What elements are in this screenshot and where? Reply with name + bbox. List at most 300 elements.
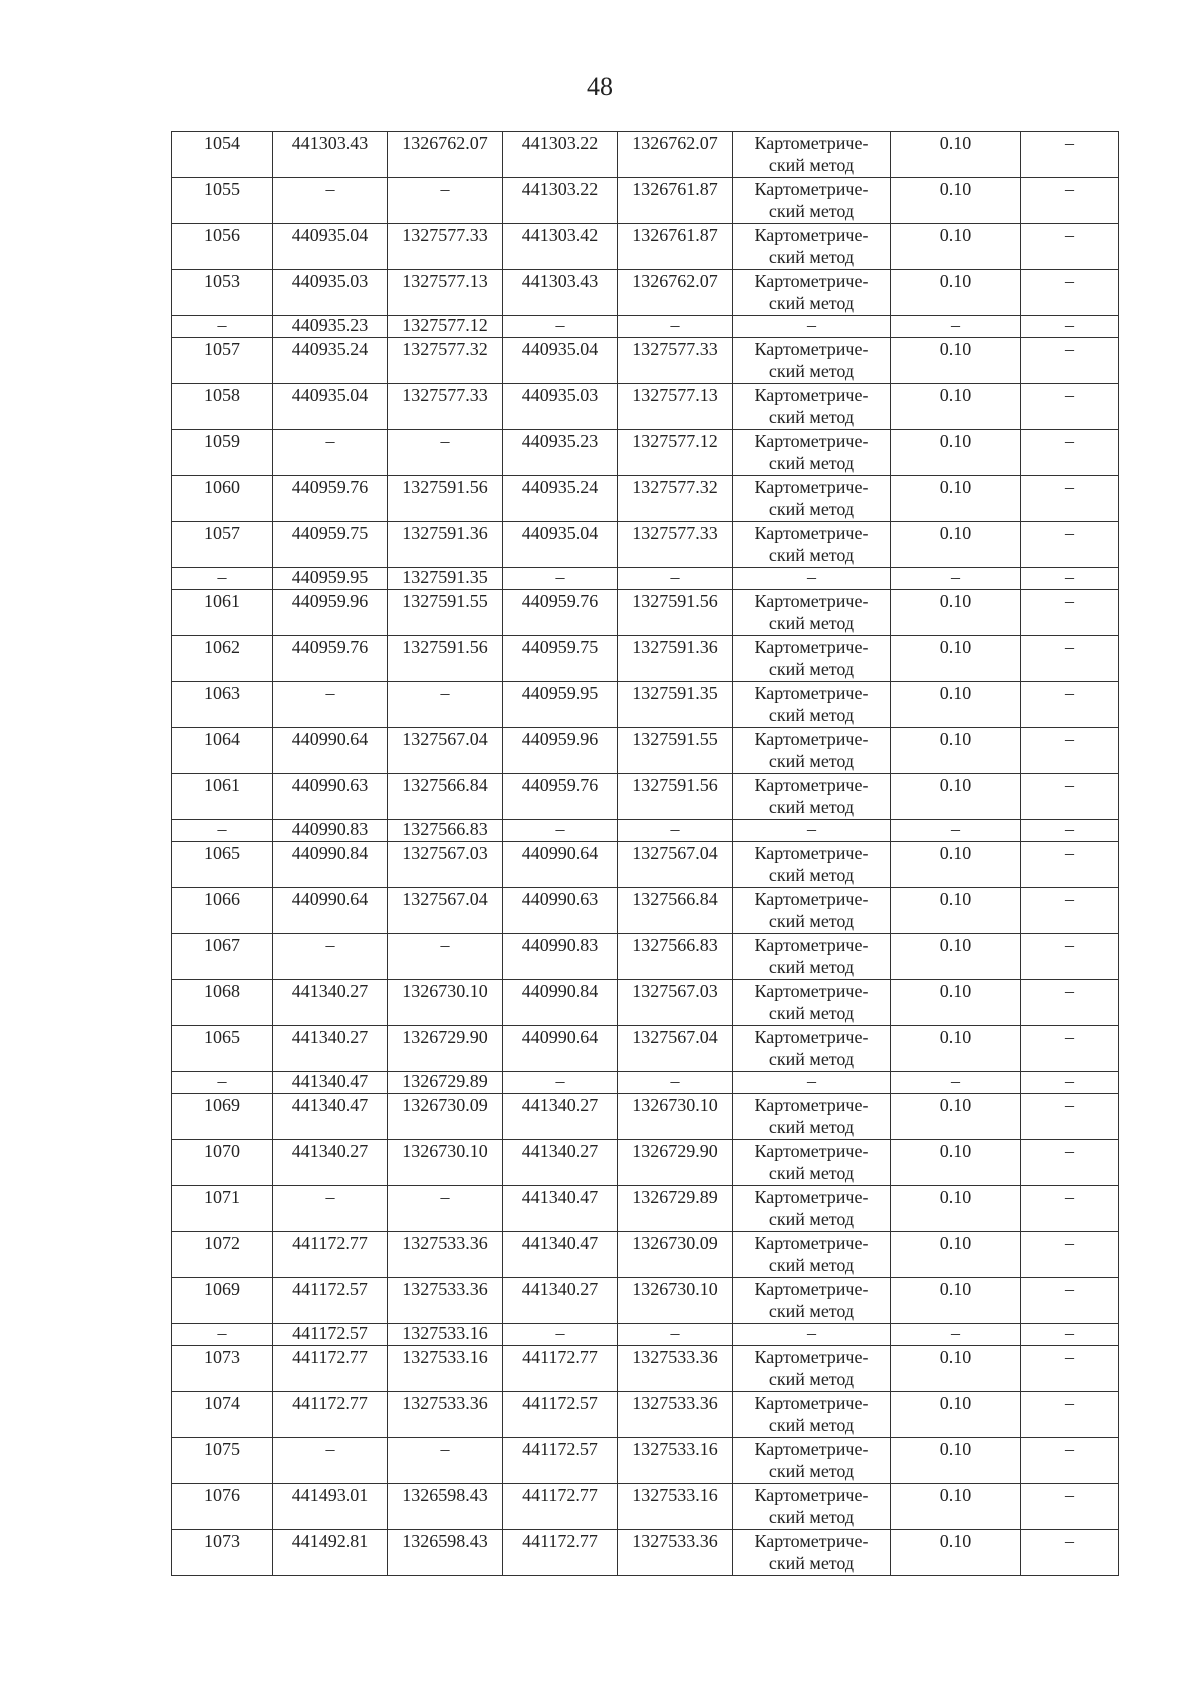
method-cell bbox=[733, 842, 891, 888]
method-line: Картометриче- bbox=[754, 133, 869, 153]
accuracy-cell: 0.10 bbox=[891, 1346, 1021, 1392]
y-prev-coord-cell: 1326730.10 bbox=[618, 1094, 733, 1140]
y-coord-cell: 1327577.12 bbox=[388, 316, 503, 338]
table-row bbox=[172, 1438, 1119, 1484]
accuracy-cell: – bbox=[891, 1324, 1021, 1346]
method-cell bbox=[733, 590, 891, 636]
x-coord-cell: 440959.76 bbox=[273, 636, 388, 682]
method-line: Картометриче- bbox=[754, 1485, 869, 1505]
method-line: ский метод bbox=[768, 155, 855, 175]
x-coord-cell: 440959.95 bbox=[273, 568, 388, 590]
table-row bbox=[172, 224, 1119, 270]
method-cell bbox=[733, 1530, 891, 1576]
x-coord-cell: 441172.77 bbox=[273, 1232, 388, 1278]
x-prev-coord-cell: 440990.63 bbox=[503, 888, 618, 934]
x-coord-cell: 441172.57 bbox=[273, 1324, 388, 1346]
method-cell bbox=[733, 178, 891, 224]
point-number-cell: 1067 bbox=[172, 934, 273, 980]
note-cell: – bbox=[1021, 1232, 1119, 1278]
method-line: Картометриче- bbox=[754, 1233, 869, 1253]
table-row bbox=[172, 1094, 1119, 1140]
x-prev-coord-cell: 441303.42 bbox=[503, 224, 618, 270]
note-cell: – bbox=[1021, 316, 1119, 338]
y-prev-coord-cell: 1326762.07 bbox=[618, 270, 733, 316]
table-row bbox=[172, 888, 1119, 934]
point-number-cell: – bbox=[172, 820, 273, 842]
table-row bbox=[172, 1530, 1119, 1576]
method-line: ский метод bbox=[768, 1163, 855, 1183]
table-row bbox=[172, 934, 1119, 980]
point-number-cell: 1064 bbox=[172, 728, 273, 774]
note-cell: – bbox=[1021, 476, 1119, 522]
x-prev-coord-cell: 440935.04 bbox=[503, 338, 618, 384]
x-coord-cell: 441340.27 bbox=[273, 980, 388, 1026]
y-coord-cell: 1327567.04 bbox=[388, 728, 503, 774]
point-number-cell: 1076 bbox=[172, 1484, 273, 1530]
method-line: Картометриче- bbox=[754, 981, 869, 1001]
note-cell: – bbox=[1021, 774, 1119, 820]
y-coord-cell: 1326762.07 bbox=[388, 132, 503, 178]
x-coord-cell: 441172.57 bbox=[273, 1278, 388, 1324]
method-line: ский метод bbox=[768, 293, 855, 313]
y-coord-cell: 1327533.36 bbox=[388, 1232, 503, 1278]
note-cell: – bbox=[1021, 1186, 1119, 1232]
method-line: ский метод bbox=[768, 407, 855, 427]
y-prev-coord-cell: 1327533.36 bbox=[618, 1346, 733, 1392]
x-prev-coord-cell: 440990.64 bbox=[503, 1026, 618, 1072]
point-number-cell: 1073 bbox=[172, 1346, 273, 1392]
table-row bbox=[172, 980, 1119, 1026]
point-number-cell: 1061 bbox=[172, 774, 273, 820]
x-prev-coord-cell: 440935.23 bbox=[503, 430, 618, 476]
y-prev-coord-cell: 1327577.33 bbox=[618, 522, 733, 568]
table-row bbox=[172, 430, 1119, 476]
point-number-cell: 1059 bbox=[172, 430, 273, 476]
method-cell bbox=[733, 1094, 891, 1140]
table-row bbox=[172, 1346, 1119, 1392]
accuracy-cell: 0.10 bbox=[891, 522, 1021, 568]
method-line: Картометриче- bbox=[754, 179, 869, 199]
table-row bbox=[172, 270, 1119, 316]
accuracy-cell: – bbox=[891, 316, 1021, 338]
accuracy-cell: 0.10 bbox=[891, 1484, 1021, 1530]
y-prev-coord-cell: 1327566.84 bbox=[618, 888, 733, 934]
x-coord-cell: – bbox=[273, 178, 388, 224]
note-cell: – bbox=[1021, 270, 1119, 316]
x-coord-cell: 440959.75 bbox=[273, 522, 388, 568]
point-number-cell: – bbox=[172, 568, 273, 590]
method-cell: – bbox=[733, 1324, 891, 1346]
method-line: ский метод bbox=[768, 1415, 855, 1435]
method-line: Картометриче- bbox=[754, 889, 869, 909]
point-number-cell: 1069 bbox=[172, 1094, 273, 1140]
point-number-cell: – bbox=[172, 316, 273, 338]
y-prev-coord-cell: – bbox=[618, 1072, 733, 1094]
x-prev-coord-cell: 441172.57 bbox=[503, 1392, 618, 1438]
method-line: ский метод bbox=[768, 1461, 855, 1481]
method-line: Картометриче- bbox=[754, 1027, 869, 1047]
x-prev-coord-cell: 441340.27 bbox=[503, 1278, 618, 1324]
y-coord-cell: 1326729.90 bbox=[388, 1026, 503, 1072]
point-number-cell: 1068 bbox=[172, 980, 273, 1026]
method-line: Картометриче- bbox=[754, 1439, 869, 1459]
table-row bbox=[172, 1186, 1119, 1232]
y-prev-coord-cell: 1327591.56 bbox=[618, 774, 733, 820]
y-coord-cell: – bbox=[388, 682, 503, 728]
y-prev-coord-cell: 1327533.36 bbox=[618, 1392, 733, 1438]
point-number-cell: 1060 bbox=[172, 476, 273, 522]
note-cell: – bbox=[1021, 1530, 1119, 1576]
method-line: ский метод bbox=[768, 865, 855, 885]
y-coord-cell: 1327577.13 bbox=[388, 270, 503, 316]
x-prev-coord-cell: – bbox=[503, 1072, 618, 1094]
method-line: Картометриче- bbox=[754, 683, 869, 703]
method-cell bbox=[733, 1438, 891, 1484]
method-line: ский метод bbox=[768, 797, 855, 817]
x-coord-cell: – bbox=[273, 1186, 388, 1232]
coordinates-table bbox=[171, 131, 1119, 1576]
x-prev-coord-cell: 440935.04 bbox=[503, 522, 618, 568]
method-line: ский метод bbox=[768, 1049, 855, 1069]
method-line: ский метод bbox=[768, 1507, 855, 1527]
note-cell: – bbox=[1021, 842, 1119, 888]
table-row bbox=[172, 178, 1119, 224]
y-coord-cell: – bbox=[388, 1186, 503, 1232]
table-row bbox=[172, 1232, 1119, 1278]
accuracy-cell: 0.10 bbox=[891, 1140, 1021, 1186]
y-coord-cell: 1327591.56 bbox=[388, 476, 503, 522]
note-cell: – bbox=[1021, 1392, 1119, 1438]
y-coord-cell: 1327591.55 bbox=[388, 590, 503, 636]
point-number-cell: 1062 bbox=[172, 636, 273, 682]
method-line: ский метод bbox=[768, 705, 855, 725]
method-line: Картометриче- bbox=[754, 729, 869, 749]
x-prev-coord-cell: 441303.22 bbox=[503, 178, 618, 224]
y-coord-cell: 1327533.36 bbox=[388, 1278, 503, 1324]
method-cell bbox=[733, 1484, 891, 1530]
point-number-cell: 1065 bbox=[172, 842, 273, 888]
method-line: Картометриче- bbox=[754, 523, 869, 543]
y-coord-cell: – bbox=[388, 178, 503, 224]
method-line: Картометриче- bbox=[754, 477, 869, 497]
method-line: Картометриче- bbox=[754, 591, 869, 611]
method-line: Картометриче- bbox=[754, 1095, 869, 1115]
point-number-cell: 1071 bbox=[172, 1186, 273, 1232]
method-line: Картометриче- bbox=[754, 775, 869, 795]
table-row bbox=[172, 1484, 1119, 1530]
accuracy-cell: 0.10 bbox=[891, 934, 1021, 980]
y-coord-cell: 1326730.10 bbox=[388, 1140, 503, 1186]
method-line: ский метод bbox=[768, 1209, 855, 1229]
x-prev-coord-cell: 441340.47 bbox=[503, 1186, 618, 1232]
y-prev-coord-cell: 1326762.07 bbox=[618, 132, 733, 178]
method-cell bbox=[733, 132, 891, 178]
y-coord-cell: 1326730.09 bbox=[388, 1094, 503, 1140]
method-cell bbox=[733, 980, 891, 1026]
method-line: ский метод bbox=[768, 1117, 855, 1137]
accuracy-cell: 0.10 bbox=[891, 1094, 1021, 1140]
method-line: Картометриче- bbox=[754, 1347, 869, 1367]
accuracy-cell: 0.10 bbox=[891, 1186, 1021, 1232]
accuracy-cell: 0.10 bbox=[891, 1278, 1021, 1324]
point-number-cell: 1054 bbox=[172, 132, 273, 178]
y-coord-cell: 1327566.84 bbox=[388, 774, 503, 820]
point-number-cell: 1057 bbox=[172, 338, 273, 384]
method-line: Картометриче- bbox=[754, 271, 869, 291]
note-cell: – bbox=[1021, 636, 1119, 682]
x-prev-coord-cell: 440959.76 bbox=[503, 774, 618, 820]
note-cell: – bbox=[1021, 338, 1119, 384]
point-number-cell: 1075 bbox=[172, 1438, 273, 1484]
x-prev-coord-cell: 441303.22 bbox=[503, 132, 618, 178]
table-row bbox=[172, 316, 1119, 338]
method-line: ский метод bbox=[768, 453, 855, 473]
method-cell bbox=[733, 476, 891, 522]
accuracy-cell: 0.10 bbox=[891, 430, 1021, 476]
method-cell bbox=[733, 636, 891, 682]
accuracy-cell: 0.10 bbox=[891, 590, 1021, 636]
point-number-cell: 1058 bbox=[172, 384, 273, 430]
point-number-cell: 1070 bbox=[172, 1140, 273, 1186]
method-cell bbox=[733, 270, 891, 316]
y-prev-coord-cell: 1327533.16 bbox=[618, 1438, 733, 1484]
point-number-cell: 1055 bbox=[172, 178, 273, 224]
table-row bbox=[172, 1392, 1119, 1438]
y-prev-coord-cell: 1327566.83 bbox=[618, 934, 733, 980]
method-line: ский метод bbox=[768, 361, 855, 381]
note-cell: – bbox=[1021, 682, 1119, 728]
x-prev-coord-cell: 441172.57 bbox=[503, 1438, 618, 1484]
y-coord-cell: 1326598.43 bbox=[388, 1484, 503, 1530]
point-number-cell: 1053 bbox=[172, 270, 273, 316]
x-coord-cell: 440935.04 bbox=[273, 224, 388, 270]
y-coord-cell: 1327533.16 bbox=[388, 1324, 503, 1346]
x-coord-cell: 441303.43 bbox=[273, 132, 388, 178]
note-cell: – bbox=[1021, 590, 1119, 636]
note-cell: – bbox=[1021, 1324, 1119, 1346]
x-prev-coord-cell: 440959.75 bbox=[503, 636, 618, 682]
note-cell: – bbox=[1021, 888, 1119, 934]
table-row bbox=[172, 476, 1119, 522]
method-line: Картометриче- bbox=[754, 843, 869, 863]
method-line: ский метод bbox=[768, 751, 855, 771]
y-coord-cell: 1327567.04 bbox=[388, 888, 503, 934]
accuracy-cell: 0.10 bbox=[891, 338, 1021, 384]
x-coord-cell: 440935.24 bbox=[273, 338, 388, 384]
method-line: Картометриче- bbox=[754, 1279, 869, 1299]
point-number-cell: 1066 bbox=[172, 888, 273, 934]
method-line: Картометриче- bbox=[754, 1187, 869, 1207]
method-line: ский метод bbox=[768, 659, 855, 679]
y-coord-cell: 1326598.43 bbox=[388, 1530, 503, 1576]
method-line: Картометриче- bbox=[754, 1141, 869, 1161]
x-coord-cell: 440990.64 bbox=[273, 888, 388, 934]
y-prev-coord-cell: 1327577.12 bbox=[618, 430, 733, 476]
x-prev-coord-cell: 440959.96 bbox=[503, 728, 618, 774]
y-coord-cell: – bbox=[388, 1438, 503, 1484]
x-prev-coord-cell: 440990.84 bbox=[503, 980, 618, 1026]
accuracy-cell: 0.10 bbox=[891, 384, 1021, 430]
x-coord-cell: 440935.03 bbox=[273, 270, 388, 316]
point-number-cell: 1063 bbox=[172, 682, 273, 728]
point-number-cell: 1072 bbox=[172, 1232, 273, 1278]
table-row bbox=[172, 522, 1119, 568]
table-row bbox=[172, 384, 1119, 430]
accuracy-cell: 0.10 bbox=[891, 1530, 1021, 1576]
accuracy-cell: 0.10 bbox=[891, 476, 1021, 522]
point-number-cell: 1065 bbox=[172, 1026, 273, 1072]
method-line: ский метод bbox=[768, 201, 855, 221]
point-number-cell: 1056 bbox=[172, 224, 273, 270]
accuracy-cell: 0.10 bbox=[891, 178, 1021, 224]
point-number-cell: 1069 bbox=[172, 1278, 273, 1324]
x-coord-cell: 441340.27 bbox=[273, 1026, 388, 1072]
accuracy-cell: 0.10 bbox=[891, 270, 1021, 316]
y-coord-cell: 1326730.10 bbox=[388, 980, 503, 1026]
x-coord-cell: 440990.83 bbox=[273, 820, 388, 842]
table-row bbox=[172, 820, 1119, 842]
method-line: Картометриче- bbox=[754, 1531, 869, 1551]
x-coord-cell: – bbox=[273, 934, 388, 980]
y-prev-coord-cell: 1326729.89 bbox=[618, 1186, 733, 1232]
y-prev-coord-cell: – bbox=[618, 1324, 733, 1346]
y-coord-cell: 1327533.36 bbox=[388, 1392, 503, 1438]
note-cell: – bbox=[1021, 1026, 1119, 1072]
y-coord-cell: 1327566.83 bbox=[388, 820, 503, 842]
method-cell bbox=[733, 1232, 891, 1278]
y-prev-coord-cell: 1327567.03 bbox=[618, 980, 733, 1026]
x-prev-coord-cell: 440959.95 bbox=[503, 682, 618, 728]
point-number-cell: 1073 bbox=[172, 1530, 273, 1576]
method-line: Картометриче- bbox=[754, 935, 869, 955]
point-number-cell: – bbox=[172, 1072, 273, 1094]
method-line: Картометриче- bbox=[754, 225, 869, 245]
x-prev-coord-cell: 441340.27 bbox=[503, 1094, 618, 1140]
accuracy-cell: 0.10 bbox=[891, 1438, 1021, 1484]
y-prev-coord-cell: 1326761.87 bbox=[618, 224, 733, 270]
accuracy-cell: 0.10 bbox=[891, 1232, 1021, 1278]
x-coord-cell: 441340.27 bbox=[273, 1140, 388, 1186]
point-number-cell: – bbox=[172, 1324, 273, 1346]
x-coord-cell: 440990.63 bbox=[273, 774, 388, 820]
x-coord-cell: 440935.04 bbox=[273, 384, 388, 430]
note-cell: – bbox=[1021, 1484, 1119, 1530]
y-coord-cell: – bbox=[388, 430, 503, 476]
method-line: ский метод bbox=[768, 613, 855, 633]
x-prev-coord-cell: 441172.77 bbox=[503, 1484, 618, 1530]
accuracy-cell: – bbox=[891, 568, 1021, 590]
method-line: ский метод bbox=[768, 1003, 855, 1023]
y-prev-coord-cell: 1327533.36 bbox=[618, 1530, 733, 1576]
accuracy-cell: 0.10 bbox=[891, 224, 1021, 270]
x-prev-coord-cell: 441172.77 bbox=[503, 1346, 618, 1392]
x-prev-coord-cell: 441172.77 bbox=[503, 1530, 618, 1576]
method-cell bbox=[733, 338, 891, 384]
y-coord-cell: 1327577.32 bbox=[388, 338, 503, 384]
note-cell: – bbox=[1021, 1140, 1119, 1186]
x-coord-cell: – bbox=[273, 1438, 388, 1484]
x-coord-cell: – bbox=[273, 682, 388, 728]
x-prev-coord-cell: 440935.24 bbox=[503, 476, 618, 522]
table-row bbox=[172, 1026, 1119, 1072]
method-line: ский метод bbox=[768, 1369, 855, 1389]
y-prev-coord-cell: 1326730.09 bbox=[618, 1232, 733, 1278]
method-cell bbox=[733, 1186, 891, 1232]
table-row bbox=[172, 1140, 1119, 1186]
y-prev-coord-cell: 1326761.87 bbox=[618, 178, 733, 224]
point-number-cell: 1057 bbox=[172, 522, 273, 568]
note-cell: – bbox=[1021, 980, 1119, 1026]
x-coord-cell: 441340.47 bbox=[273, 1094, 388, 1140]
y-prev-coord-cell: 1327591.56 bbox=[618, 590, 733, 636]
x-prev-coord-cell: 440959.76 bbox=[503, 590, 618, 636]
note-cell: – bbox=[1021, 1072, 1119, 1094]
x-prev-coord-cell: – bbox=[503, 316, 618, 338]
note-cell: – bbox=[1021, 728, 1119, 774]
method-cell: – bbox=[733, 316, 891, 338]
method-cell bbox=[733, 224, 891, 270]
accuracy-cell: 0.10 bbox=[891, 636, 1021, 682]
table-row bbox=[172, 568, 1119, 590]
table-row bbox=[172, 132, 1119, 178]
method-line: ский метод bbox=[768, 247, 855, 267]
method-cell bbox=[733, 430, 891, 476]
note-cell: – bbox=[1021, 132, 1119, 178]
note-cell: – bbox=[1021, 430, 1119, 476]
table-body bbox=[172, 132, 1119, 1576]
y-prev-coord-cell: 1327567.04 bbox=[618, 1026, 733, 1072]
y-coord-cell: – bbox=[388, 934, 503, 980]
method-line: ский метод bbox=[768, 911, 855, 931]
method-cell: – bbox=[733, 1072, 891, 1094]
y-prev-coord-cell: 1327577.32 bbox=[618, 476, 733, 522]
accuracy-cell: 0.10 bbox=[891, 774, 1021, 820]
accuracy-cell: 0.10 bbox=[891, 1026, 1021, 1072]
accuracy-cell: 0.10 bbox=[891, 132, 1021, 178]
y-prev-coord-cell: – bbox=[618, 316, 733, 338]
method-line: ский метод bbox=[768, 1301, 855, 1321]
table-row bbox=[172, 774, 1119, 820]
table-row bbox=[172, 590, 1119, 636]
x-prev-coord-cell: – bbox=[503, 568, 618, 590]
method-cell bbox=[733, 934, 891, 980]
y-prev-coord-cell: – bbox=[618, 568, 733, 590]
y-prev-coord-cell: 1327591.55 bbox=[618, 728, 733, 774]
note-cell: – bbox=[1021, 224, 1119, 270]
method-cell bbox=[733, 1392, 891, 1438]
accuracy-cell: 0.10 bbox=[891, 980, 1021, 1026]
table-row bbox=[172, 636, 1119, 682]
note-cell: – bbox=[1021, 1094, 1119, 1140]
x-coord-cell: 440990.84 bbox=[273, 842, 388, 888]
x-prev-coord-cell: 440935.03 bbox=[503, 384, 618, 430]
y-coord-cell: 1326729.89 bbox=[388, 1072, 503, 1094]
table-row bbox=[172, 338, 1119, 384]
method-cell bbox=[733, 728, 891, 774]
note-cell: – bbox=[1021, 522, 1119, 568]
method-line: ский метод bbox=[768, 957, 855, 977]
y-prev-coord-cell: 1326729.90 bbox=[618, 1140, 733, 1186]
note-cell: – bbox=[1021, 384, 1119, 430]
note-cell: – bbox=[1021, 1438, 1119, 1484]
method-line: Картометриче- bbox=[754, 339, 869, 359]
x-prev-coord-cell: – bbox=[503, 1324, 618, 1346]
x-prev-coord-cell: 440990.64 bbox=[503, 842, 618, 888]
y-coord-cell: 1327591.56 bbox=[388, 636, 503, 682]
x-coord-cell: 441172.77 bbox=[273, 1392, 388, 1438]
y-prev-coord-cell: 1327591.36 bbox=[618, 636, 733, 682]
method-cell bbox=[733, 682, 891, 728]
